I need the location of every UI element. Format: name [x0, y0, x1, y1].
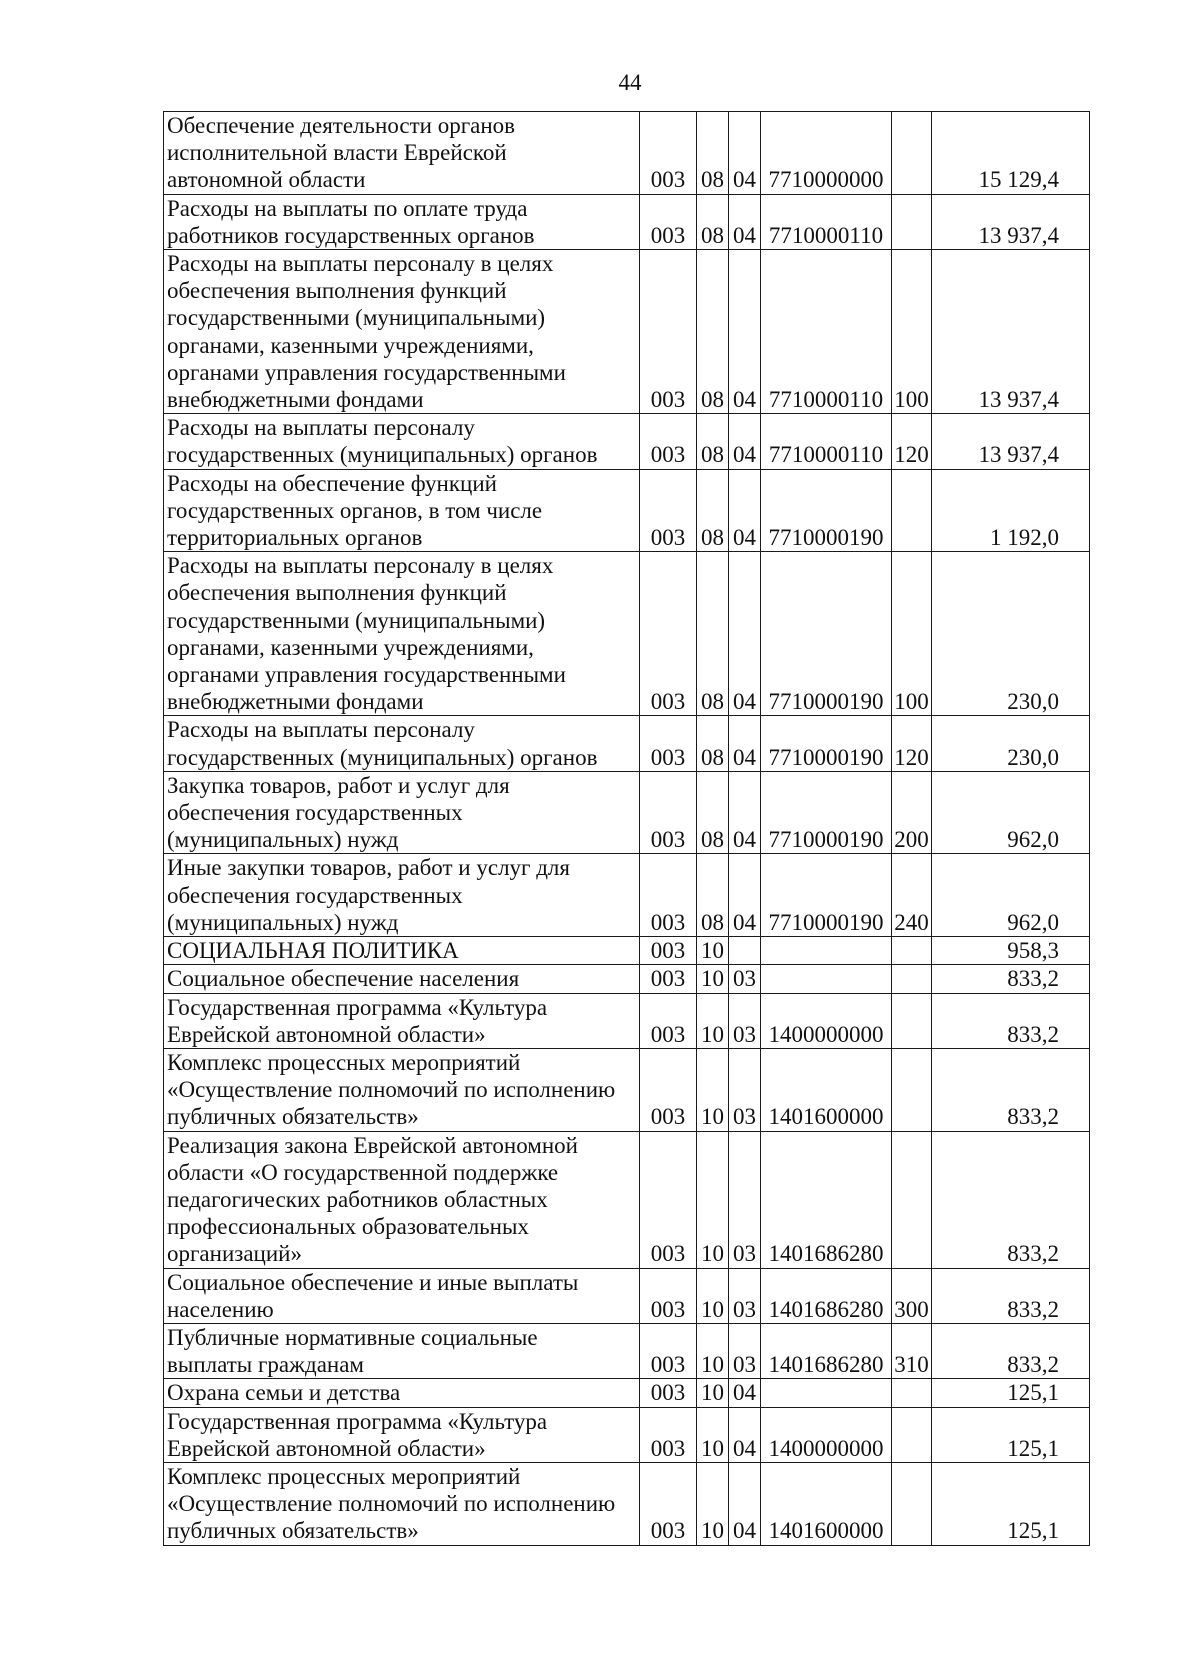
table-row	[164, 716, 1090, 771]
subsection-code-cell: 04	[729, 854, 761, 937]
amount-cell: 13 937,4	[932, 414, 1090, 469]
subsection-code-cell: 03	[729, 1323, 761, 1378]
ministry-code-cell: 003	[640, 1048, 697, 1131]
page-number: 44	[618, 70, 642, 95]
amount-cell: 833,2	[932, 1048, 1090, 1131]
ministry-code-cell: 003	[640, 112, 697, 195]
table-row	[164, 1268, 1090, 1323]
subsection-code-cell: 03	[729, 1268, 761, 1323]
table-row	[164, 1323, 1090, 1378]
expense-type-cell: 100	[892, 250, 932, 414]
name-cell: Расходы на обеспечение функций государственных органов, в том числе территориальных органов	[164, 469, 640, 552]
target-article-cell: 1401686280	[761, 1323, 892, 1378]
name-cell: Обеспечение деятельности органов исполнительной власти Еврейской автономной области	[164, 112, 640, 195]
table-row	[164, 771, 1090, 854]
section-code-cell: 10	[697, 993, 729, 1048]
section-code-cell: 08	[697, 552, 729, 716]
amount-cell: 958,3	[932, 937, 1090, 965]
subsection-code-cell: 04	[729, 414, 761, 469]
expense-type-cell	[892, 965, 932, 993]
ministry-code-cell: 003	[640, 716, 697, 771]
ministry-code-cell: 003	[640, 1407, 697, 1462]
expense-type-cell	[892, 993, 932, 1048]
target-article-cell: 7710000110	[761, 414, 892, 469]
target-article-cell: 1400000000	[761, 993, 892, 1048]
ministry-code-cell: 003	[640, 965, 697, 993]
target-article-cell: 7710000190	[761, 771, 892, 854]
subsection-code-cell: 04	[729, 469, 761, 552]
name-cell: Социальное обеспечение населения	[164, 965, 640, 993]
ministry-code-cell: 003	[640, 552, 697, 716]
target-article-cell: 1401600000	[761, 1048, 892, 1131]
ministry-code-cell: 003	[640, 414, 697, 469]
budget-table	[163, 111, 1090, 1546]
amount-cell: 833,2	[932, 1131, 1090, 1268]
amount-cell: 833,2	[932, 965, 1090, 993]
target-article-cell: 7710000110	[761, 194, 892, 249]
subsection-code-cell: 04	[729, 771, 761, 854]
target-article-cell: 7710000190	[761, 716, 892, 771]
subsection-code-cell: 04	[729, 1462, 761, 1545]
target-article-cell: 1401686280	[761, 1268, 892, 1323]
expense-type-cell	[892, 1407, 932, 1462]
section-code-cell: 08	[697, 250, 729, 414]
target-article-cell: 1400000000	[761, 1407, 892, 1462]
amount-cell: 230,0	[932, 552, 1090, 716]
name-cell: Реализация закона Еврейской автономной области «О государственной поддержке педагогических работников областных профессиональных образовательных организаций»	[164, 1131, 640, 1268]
ministry-code-cell: 003	[640, 1462, 697, 1545]
expense-type-cell	[892, 469, 932, 552]
amount-cell: 15 129,4	[932, 112, 1090, 195]
target-article-cell: 7710000190	[761, 469, 892, 552]
subsection-code-cell: 03	[729, 1048, 761, 1131]
subsection-code-cell: 04	[729, 250, 761, 414]
expense-type-cell	[892, 112, 932, 195]
amount-cell: 13 937,4	[932, 250, 1090, 414]
expense-type-cell	[892, 1462, 932, 1545]
target-article-cell: 7710000190	[761, 552, 892, 716]
table-row	[164, 937, 1090, 965]
amount-cell: 833,2	[932, 1268, 1090, 1323]
ministry-code-cell: 003	[640, 469, 697, 552]
table-row	[164, 1048, 1090, 1131]
name-cell: СОЦИАЛЬНАЯ ПОЛИТИКА	[164, 937, 640, 965]
name-cell: Расходы на выплаты персоналу государственных (муниципальных) органов	[164, 414, 640, 469]
table-row	[164, 469, 1090, 552]
target-article-cell	[761, 965, 892, 993]
amount-cell: 833,2	[932, 1323, 1090, 1378]
name-cell: Государственная программа «Культура Еврейской автономной области»	[164, 1407, 640, 1462]
amount-cell: 962,0	[932, 771, 1090, 854]
expense-type-cell	[892, 1048, 932, 1131]
section-code-cell: 08	[697, 716, 729, 771]
ministry-code-cell: 003	[640, 771, 697, 854]
name-cell: Иные закупки товаров, работ и услуг для обеспечения государственных (муниципальных) нужд	[164, 854, 640, 937]
ministry-code-cell: 003	[640, 194, 697, 249]
name-cell: Государственная программа «Культура Еврейской автономной области»	[164, 993, 640, 1048]
table-row	[164, 112, 1090, 195]
ministry-code-cell: 003	[640, 1379, 697, 1407]
name-cell: Комплекс процессных мероприятий «Осуществление полномочий по исполнению публичных обязательств»	[164, 1048, 640, 1131]
subsection-code-cell: 04	[729, 1379, 761, 1407]
ministry-code-cell: 003	[640, 1323, 697, 1378]
section-code-cell: 10	[697, 1407, 729, 1462]
name-cell: Расходы на выплаты по оплате труда работников государственных органов	[164, 194, 640, 249]
subsection-code-cell: 04	[729, 194, 761, 249]
ministry-code-cell: 003	[640, 854, 697, 937]
table-row	[164, 1379, 1090, 1407]
table-row	[164, 414, 1090, 469]
ministry-code-cell: 003	[640, 937, 697, 965]
amount-cell: 962,0	[932, 854, 1090, 937]
table-row	[164, 1462, 1090, 1545]
expense-type-cell: 240	[892, 854, 932, 937]
subsection-code-cell: 04	[729, 716, 761, 771]
name-cell: Расходы на выплаты персоналу в целях обеспечения выполнения функций государственными (муниципальными) органами, казенными учреждениями, органами управления государственными внебюджетными фондами	[164, 552, 640, 716]
target-article-cell: 1401600000	[761, 1462, 892, 1545]
subsection-code-cell: 03	[729, 965, 761, 993]
expense-type-cell	[892, 1131, 932, 1268]
section-code-cell: 08	[697, 112, 729, 195]
subsection-code-cell	[729, 937, 761, 965]
section-code-cell: 10	[697, 1268, 729, 1323]
table-row	[164, 194, 1090, 249]
section-code-cell: 08	[697, 469, 729, 552]
amount-cell: 833,2	[932, 993, 1090, 1048]
section-code-cell: 08	[697, 771, 729, 854]
section-code-cell: 10	[697, 937, 729, 965]
table-row	[164, 1131, 1090, 1268]
expense-type-cell: 100	[892, 552, 932, 716]
subsection-code-cell: 03	[729, 1131, 761, 1268]
expense-type-cell: 120	[892, 414, 932, 469]
section-code-cell: 10	[697, 1048, 729, 1131]
section-code-cell: 10	[697, 1323, 729, 1378]
subsection-code-cell: 03	[729, 993, 761, 1048]
section-code-cell: 08	[697, 414, 729, 469]
target-article-cell	[761, 1379, 892, 1407]
amount-cell: 230,0	[932, 716, 1090, 771]
name-cell: Публичные нормативные социальные выплаты гражданам	[164, 1323, 640, 1378]
table-row	[164, 993, 1090, 1048]
target-article-cell: 1401686280	[761, 1131, 892, 1268]
section-code-cell: 10	[697, 1462, 729, 1545]
expense-type-cell	[892, 937, 932, 965]
subsection-code-cell: 04	[729, 1407, 761, 1462]
section-code-cell: 10	[697, 1131, 729, 1268]
name-cell: Комплекс процессных мероприятий «Осуществление полномочий по исполнению публичных обязательств»	[164, 1462, 640, 1545]
ministry-code-cell: 003	[640, 1268, 697, 1323]
name-cell: Закупка товаров, работ и услуг для обеспечения государственных (муниципальных) нужд	[164, 771, 640, 854]
ministry-code-cell: 003	[640, 993, 697, 1048]
expense-type-cell	[892, 194, 932, 249]
name-cell: Охрана семьи и детства	[164, 1379, 640, 1407]
name-cell: Расходы на выплаты персоналу государственных (муниципальных) органов	[164, 716, 640, 771]
target-article-cell	[761, 937, 892, 965]
ministry-code-cell: 003	[640, 250, 697, 414]
table-row	[164, 854, 1090, 937]
section-code-cell: 08	[697, 194, 729, 249]
table-row	[164, 965, 1090, 993]
name-cell: Расходы на выплаты персоналу в целях обеспечения выполнения функций государственными (муниципальными) органами, казенными учреждениями, органами управления государственными внебюджетными фондами	[164, 250, 640, 414]
ministry-code-cell: 003	[640, 1131, 697, 1268]
section-code-cell: 10	[697, 965, 729, 993]
amount-cell: 125,1	[932, 1379, 1090, 1407]
table-body	[164, 112, 1090, 1546]
expense-type-cell: 310	[892, 1323, 932, 1378]
table-row	[164, 552, 1090, 716]
target-article-cell: 7710000190	[761, 854, 892, 937]
name-cell: Социальное обеспечение и иные выплаты населению	[164, 1268, 640, 1323]
amount-cell: 125,1	[932, 1462, 1090, 1545]
amount-cell: 1 192,0	[932, 469, 1090, 552]
table-row	[164, 1407, 1090, 1462]
table-row	[164, 250, 1090, 414]
section-code-cell: 10	[697, 1379, 729, 1407]
section-code-cell: 08	[697, 854, 729, 937]
subsection-code-cell: 04	[729, 112, 761, 195]
expense-type-cell: 120	[892, 716, 932, 771]
amount-cell: 125,1	[932, 1407, 1090, 1462]
amount-cell: 13 937,4	[932, 194, 1090, 249]
target-article-cell: 7710000000	[761, 112, 892, 195]
expense-type-cell	[892, 1379, 932, 1407]
expense-type-cell: 200	[892, 771, 932, 854]
expense-type-cell: 300	[892, 1268, 932, 1323]
subsection-code-cell: 04	[729, 552, 761, 716]
target-article-cell: 7710000110	[761, 250, 892, 414]
